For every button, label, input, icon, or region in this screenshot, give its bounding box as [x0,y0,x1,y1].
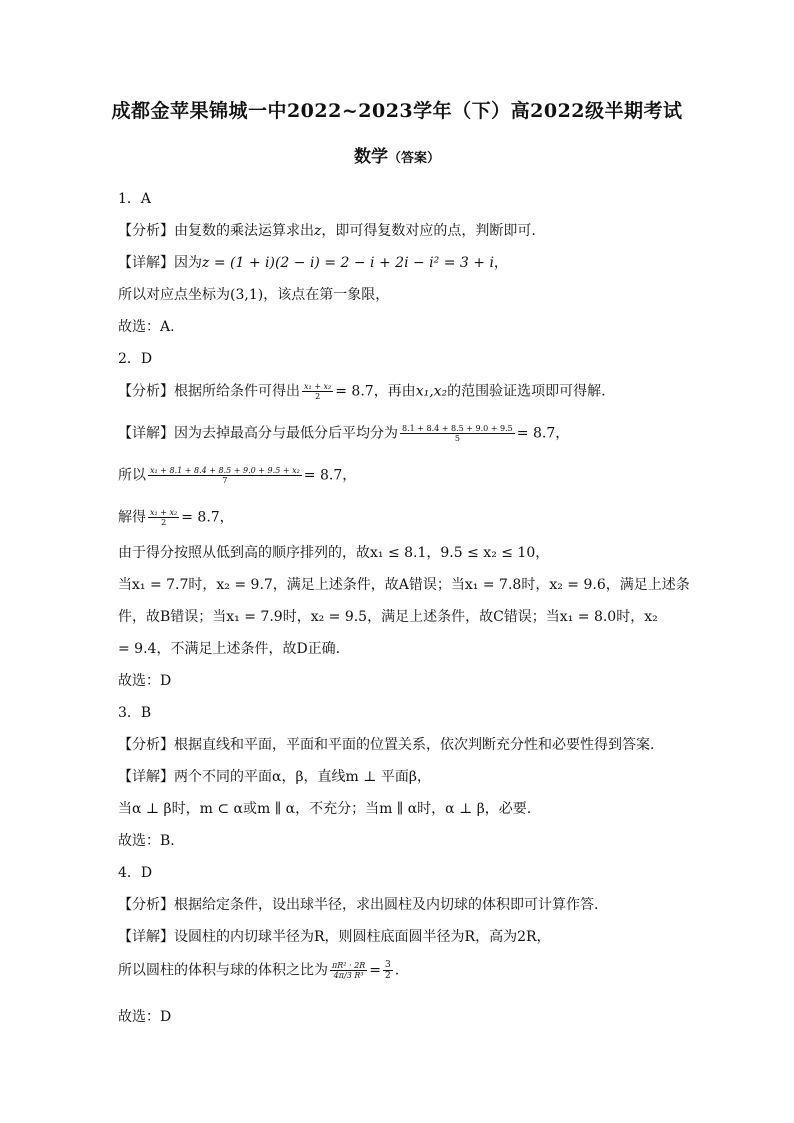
q2-line8: = 9.4，不满足上述条件，故D正确. [118,641,341,657]
q2-analysis-text-b: ，再由 [373,383,416,400]
q2-so-eq: = 8.7， [303,467,357,484]
q2-solve-text: 解得 [118,509,146,526]
q2-fraction-1 [302,382,333,401]
fraction-numerator: x₁ + 8.1 + 8.4 + 8.5 + 9.0 + 9.5 + x₂ [150,466,300,475]
q4-answer: 故选：D [118,1009,172,1025]
q1-analysis-var: z [314,223,322,239]
analysis-tag: 【分析】 [118,383,174,400]
q4-fraction-result [383,960,393,981]
q2-answer: 故选：D [118,673,172,689]
q3-number: 3．B [118,705,152,721]
fraction-denominator: 2 [315,392,321,401]
q1-detail-expr: z = (1 + i)(2 − i) = 2 − i + 2i − i² = 3 + i [202,255,494,271]
subtitle-small: （答案） [387,151,440,166]
q4-detail: 【详解】设圆柱的内切球半径为R，则圆柱底面圆半径为R，高为2R， [118,929,551,945]
q2-analysis-eq: = 8.7 [335,383,374,400]
q4-analysis: 【分析】根据给定条件，设出球半径，求出圆柱及内切球的体积即可计算作答. [118,897,599,913]
q3-answer: 故选：B. [118,833,175,849]
q1-line3: 所以对应点坐标为(3,1)，该点在第一象限， [118,287,390,303]
q4-ratio [118,960,399,981]
q2-number: 2．D [118,351,153,367]
fraction-numerator: x₁ + x₂ [304,382,332,391]
q4-ratio-text: 所以圆柱的体积与球的体积之比为 [118,962,328,979]
q1-detail-text-a: 因为 [174,255,202,271]
q4-fraction-volume [330,961,367,980]
q2-detail-text-a: 因为去掉最高分与最低分后平均分为 [174,425,398,442]
q3-detail: 【详解】两个不同的平面α，β，直线m ⊥ 平面β， [118,769,431,785]
q2-analysis-vars: x₁,x₂ [415,383,448,400]
q2-analysis-text-a: 根据所给条件可得出 [174,383,300,400]
q4-number: 4．D [118,865,153,881]
q4-ratio-end: . [394,962,400,979]
q2-line7: 件，故B错误；当x₁ = 7.9时，x₂ = 9.5，满足上述条件，故C错误；当x₁ = 8.0时，x₂ [118,609,658,625]
q1-detail-text-b: ， [493,255,508,271]
q2-line5: 由于得分按照从低到高的顺序排列的，故x₁ ≤ 8.1，9.5 ≤ x₂ ≤ 10， [118,545,550,561]
q1-analysis [118,222,536,240]
q4-ratio-eq: = [369,962,381,979]
subtitle-main: 数学 [353,147,388,167]
q2-solve [118,508,234,527]
analysis-tag: 【分析】 [118,223,174,239]
fraction-numerator: 3 [384,960,391,970]
q3-analysis: 【分析】根据直线和平面，平面和平面的位置关系，依次判断充分性和必要性得到答案. [118,737,655,753]
q1-number: 1．A [118,191,152,207]
q3-line3: 当α ⊥ β时，m ⊂ α或m ∥ α，不充分；当m ∥ α时，α ⊥ β，必要. [118,801,532,817]
q1-answer: 故选：A. [118,319,175,335]
fraction-numerator: πR² · 2R [332,961,366,970]
fraction-numerator: 8.1 + 8.4 + 8.5 + 9.0 + 9.5 [402,424,513,433]
q1-analysis-text-a: 由复数的乘法运算求出 [174,223,314,239]
q1-detail [118,254,508,272]
q1-analysis-text-b: ，即可得复数对应的点，判断即可. [321,223,536,239]
q2-fraction-3 [148,466,302,485]
q2-analysis-text-c: 的范围验证选项即可得解. [447,383,606,400]
fraction-denominator: 4π/3 R³ [333,971,364,980]
page-subtitle [0,142,794,167]
fraction-denominator: 5 [454,434,460,443]
fraction-numerator: x₁ + x₂ [150,508,178,517]
q2-detail-eq: = 8.7， [516,425,570,442]
detail-tag: 【详解】 [118,425,174,442]
detail-tag: 【详解】 [118,255,174,271]
fraction-denominator: 7 [222,476,228,485]
q2-detail [118,424,569,443]
q2-solve-eq: = 8.7， [181,509,234,526]
page-title: 成都金苹果锦城一中2022~2023学年（下）高2022级半期考试 [111,100,683,122]
q2-so-text: 所以 [118,467,146,484]
fraction-denominator: 2 [161,518,167,527]
q2-analysis [118,382,606,401]
q2-fraction-2 [400,424,515,443]
q2-fraction-4 [148,508,179,527]
q2-so [118,466,356,485]
fraction-denominator: 2 [384,971,391,981]
q2-line6: 当x₁ = 7.7时，x₂ = 9.7，满足上述条件，故A错误；当x₁ = 7.8时，x₂ = 9.6，满足上述条 [118,577,690,593]
